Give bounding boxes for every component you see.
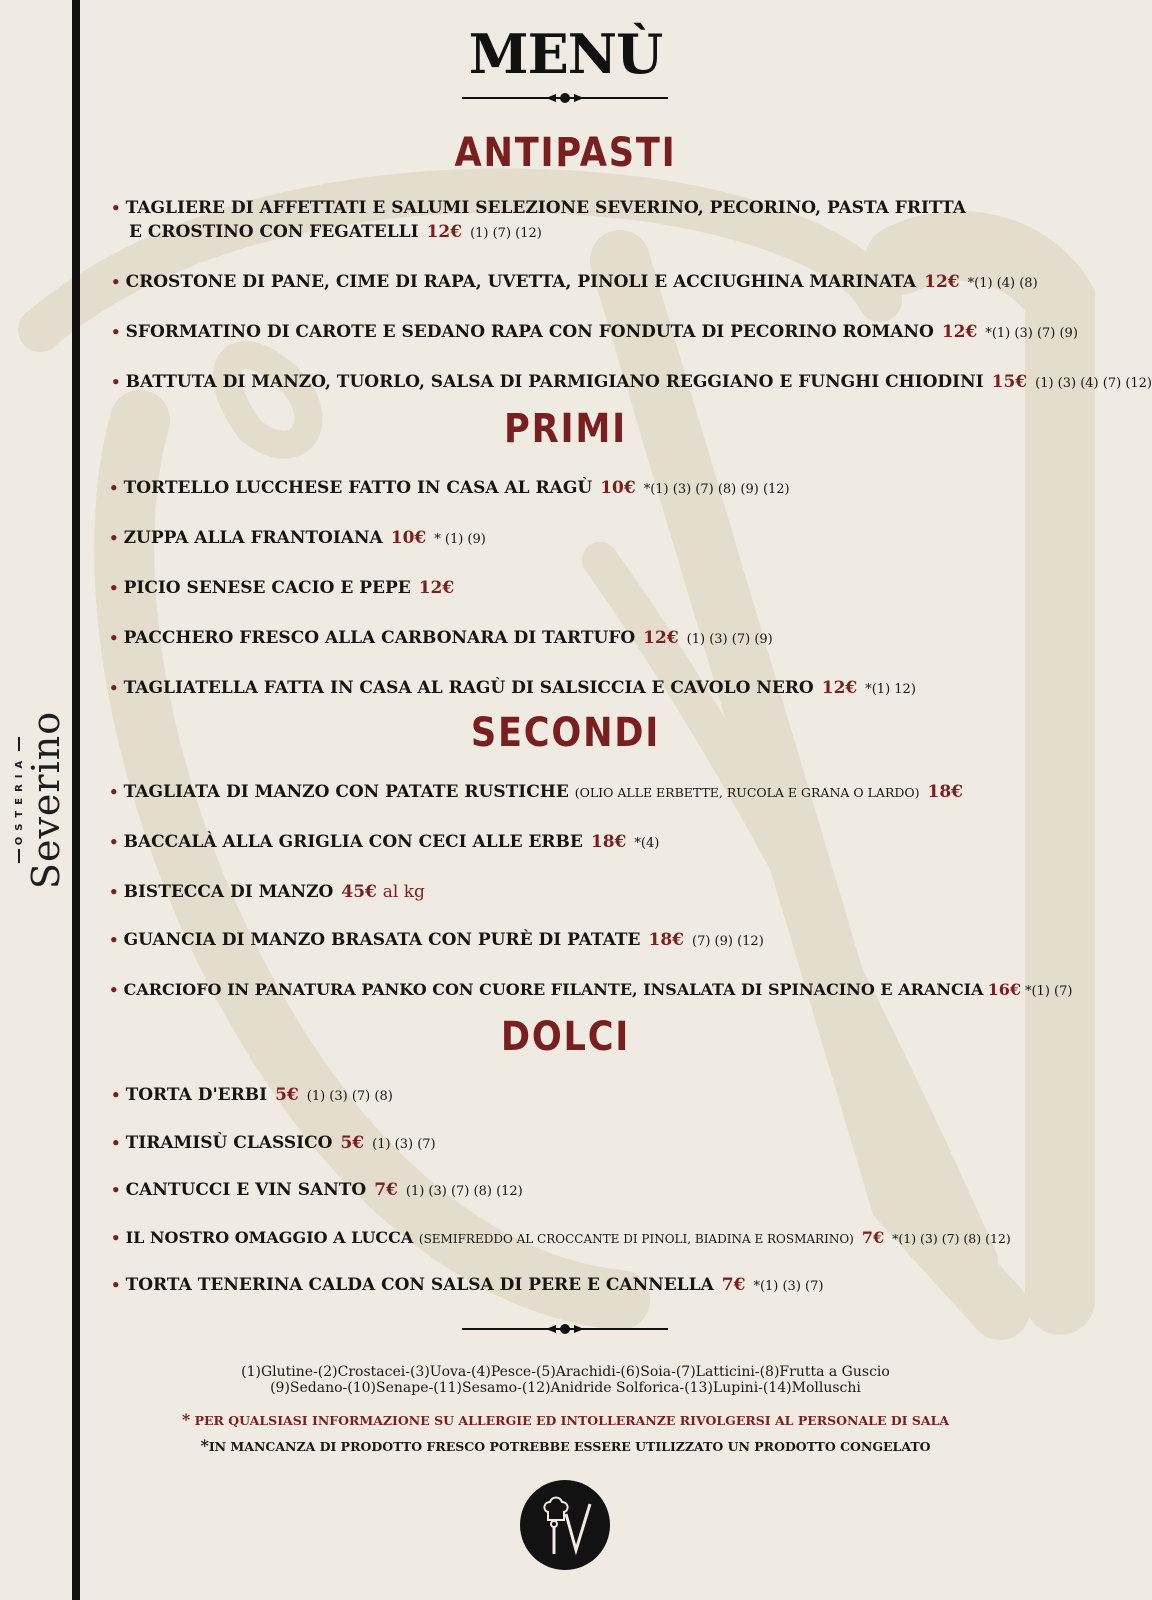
menu-item: • BISTECCA DI MANZO 45€ al kg [109,882,425,902]
menu-item: • BACCALÀ ALLA GRIGLIA CON CECI ALLE ERBE 18€ *(4) [109,832,660,852]
menu-item: • PICIO SENESE CACIO E PEPE 12€ [109,578,455,598]
menu-item: • PACCHERO FRESCO ALLA CARBONARA DI TARTUFO 12€ (1) (3) (7) (9) [109,628,773,648]
brand-label-big: Severino [24,710,68,890]
menu-item: • GUANCIA DI MANZO BRASATA CON PURÈ DI PATATE 18€ (7) (9) (12) [109,930,764,950]
brand-logo [14,711,66,889]
menu-item: • CARCIOFO IN PANATURA PANKO CON CUORE FILANTE, INSALATA DI SPINACINO E ARANCIA 16€ *(1) (7) [109,980,1073,999]
section-title-primi: PRIMI [504,406,627,452]
menu-item: • SFORMATINO DI CAROTE E SEDANO RAPA CON FONDUTA DI PECORINO ROMANO 12€ *(1) (3) (7) (9) [111,322,1078,342]
menu-item: • TORTA TENERINA CALDA CON SALSA DI PERE E CANNELLA 7€ *(1) (3) (7) [111,1275,824,1295]
frozen-notice: *IN MANCANZA DI PRODOTTO FRESCO POTREBBE ESSERE UTILIZZATO UN PRODOTTO CONGELATO [200,1436,931,1455]
allergen-legend-line2: (9)Sedano-(10)Senape-(11)Sesamo-(12)Anidride Solforica-(13)Lupini-(14)Molluschi [270,1380,861,1396]
menu-item: • CANTUCCI E VIN SANTO 7€ (1) (3) (7) (8) (12) [111,1180,523,1200]
section-title-antipasti: ANTIPASTI [454,130,677,176]
allergen-legend [0,1364,1131,1396]
chef-logo-badge [520,1480,610,1570]
brand-label-small: OSTERIA [14,711,26,889]
menu-item: • TAGLIATA DI MANZO CON PATATE RUSTICHE (OLIO ALLE ERBETTE, RUCOLA E GRANA O LARDO) 18€ [109,782,963,802]
chef-hat-icon [520,1480,610,1570]
ornament-divider-bottom [462,1322,668,1336]
page-title: MENÙ [468,22,663,86]
menu-item: • TAGLIERE DI AFFETTATI E SALUMI SELEZIONE SEVERINO, PECORINO, PASTA FRITTA E CROSTINO CON FEGATELLI 12€ (1) (7) (12) [111,198,966,242]
menu-item: • TAGLIATELLA FATTA IN CASA AL RAGÙ DI SALSICCIA E CAVOLO NERO 12€ *(1) 12) [109,678,916,698]
allergen-legend-line1: (1)Glutine-(2)Crostacei-(3)Uova-(4)Pesce-(5)Arachidi-(6)Soia-(7)Latticini-(8)Frutta a Guscio [241,1364,890,1380]
allergy-notice: * PER QUALSIASI INFORMAZIONE SU ALLERGIE ED INTOLLERANZE RIVOLGERSI AL PERSONALE DI SALA [181,1410,950,1429]
menu-item: • TIRAMISÙ CLASSICO 5€ (1) (3) (7) [111,1133,436,1153]
ornament-divider-top [462,91,668,105]
menu-item: • TORTELLO LUCCHESE FATTO IN CASA AL RAGÙ 10€ *(1) (3) (7) (8) (9) (12) [109,478,790,498]
section-title-dolci: DOLCI [500,1014,631,1060]
menu-item: • ZUPPA ALLA FRANTOIANA 10€ * (1) (9) [109,528,486,548]
left-rule [72,0,80,1600]
menu-item: • BATTUTA DI MANZO, TUORLO, SALSA DI PARMIGIANO REGGIANO E FUNGHI CHIODINI 15€ (1) (3) (4) (7) (12) [111,372,1152,392]
menu-item: • IL NOSTRO OMAGGIO A LUCCA (SEMIFREDDO AL CROCCANTE DI PINOLI, BIADINA E ROSMARINO) 7€ *(1) (3) (7) (8) (12) [111,1228,1011,1247]
section-title-secondi: SECONDI [470,710,661,756]
menu-item: • TORTA D'ERBI 5€ (1) (3) (7) (8) [111,1085,393,1105]
menu-item: • CROSTONE DI PANE, CIME DI RAPA, UVETTA, PINOLI E ACCIUGHINA MARINATA 12€ *(1) (4) (8) [111,272,1038,292]
